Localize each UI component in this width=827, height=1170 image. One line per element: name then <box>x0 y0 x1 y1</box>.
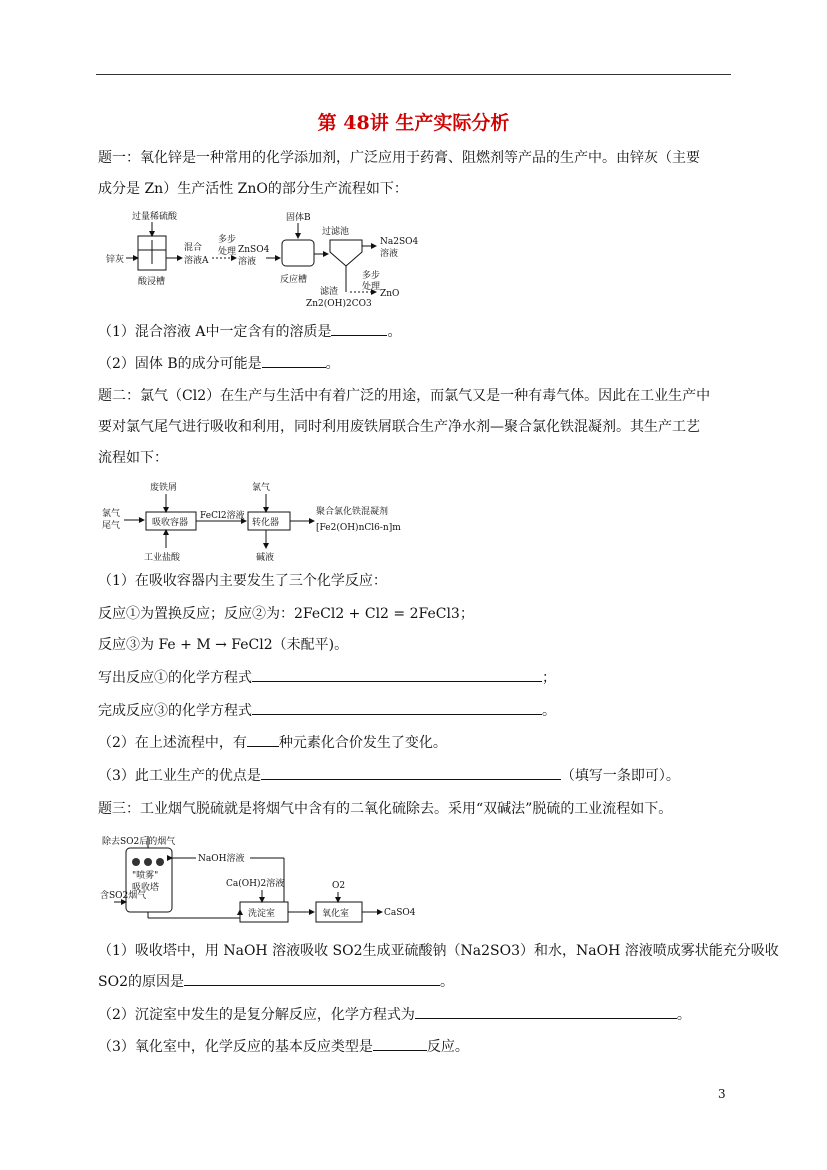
svg-text:多步: 多步 <box>218 235 237 245</box>
q2-sentence-2: 反应①为置换反应；反应②为：2FeCl2 + Cl2 = 2FeCl3； <box>98 606 474 622</box>
q2-intro-line3: 流程如下： <box>98 450 168 466</box>
answer-blank[interactable] <box>262 353 326 368</box>
svg-text:处理: 处理 <box>218 247 237 257</box>
svg-text:O2: O2 <box>332 881 346 891</box>
q3-intro: 题三：工业烟气脱硫就是将烟气中含有的二氧化硫除去。采用“双碱法”脱硫的工业流程如下。 <box>98 801 673 817</box>
answer-blank[interactable] <box>252 667 542 682</box>
q1-flow-diagram <box>100 206 430 312</box>
svg-text:"喷雾": "喷雾" <box>132 871 159 881</box>
q2-question-3: （3）此工业生产的优点是 （填写一条即可）。 <box>98 762 732 791</box>
q2-question-1b: 完成反应③的化学方程式 。 <box>98 697 732 726</box>
svg-text:多步: 多步 <box>362 271 381 281</box>
svg-text:Na2SO4: Na2SO4 <box>380 237 419 247</box>
q2-flow-diagram <box>100 478 430 568</box>
q1-intro-line2: 成分是 Zn）生产活性 ZnO的部分生产流程如下： <box>98 181 408 197</box>
page-title: 第 48讲 生产实际分析 <box>317 112 510 134</box>
svg-text:吸收塔: 吸收塔 <box>132 883 160 893</box>
svg-text:碱液: 碱液 <box>256 553 275 563</box>
q2-intro-line2: 要对氯气尾气进行吸收和利用，同时利用废铁屑联合生产净水剂—聚合氯化铁混凝剂。其生产工艺 <box>98 419 700 435</box>
q2-question-1a: 写出反应①的化学方程式 ； <box>98 664 732 693</box>
answer-blank[interactable] <box>247 732 279 747</box>
svg-text:除去SO2后的烟气: 除去SO2后的烟气 <box>102 837 176 847</box>
svg-text:废铁屑: 废铁屑 <box>150 483 178 493</box>
q3-question-1a: （1）吸收塔中，用 NaOH 溶液吸收 SO2生成亚硫酸钠（Na2SO3）和水，NaOH 溶液喷成雾状能充分吸收 <box>98 943 779 959</box>
svg-text:反应槽: 反应槽 <box>280 275 308 285</box>
acid-label: 过量稀硫酸 <box>132 212 178 222</box>
svg-text:滤渣: 滤渣 <box>320 287 339 297</box>
q2-question-2: （2）在上述流程中，有 种元素化合价发生了变化。 <box>98 729 732 758</box>
reaction-tank <box>282 240 314 266</box>
svg-text:溶液: 溶液 <box>238 257 257 267</box>
svg-text:CaSO4: CaSO4 <box>384 908 416 918</box>
svg-text:氧化室: 氧化室 <box>322 909 350 919</box>
svg-text:FeCl2溶液: FeCl2溶液 <box>200 511 245 521</box>
svg-text:溶液A: 溶液A <box>184 256 209 266</box>
q3-flow-diagram <box>100 832 420 928</box>
q2-sentence-1: （1）在吸收容器内主要发生了三个化学反应： <box>98 573 387 589</box>
svg-text:ZnSO4: ZnSO4 <box>238 245 270 255</box>
answer-blank[interactable] <box>331 321 387 336</box>
q2-intro-line1: 题二：氯气（Cl2）在生产与生活中有着广泛的用途，而氯气又是一种有毒气体。因此在工业生产中 <box>98 388 711 404</box>
q1-question-2: （2）固体 B的成分可能是 。 <box>98 350 732 379</box>
svg-text:转化器: 转化器 <box>252 518 280 528</box>
svg-text:过滤池: 过滤池 <box>322 227 350 237</box>
svg-text:聚合氯化铁混凝剂: 聚合氯化铁混凝剂 <box>316 507 389 517</box>
feed-label: 锌灰 <box>106 255 125 265</box>
svg-text:氯气: 氯气 <box>102 509 121 519</box>
header-rule <box>96 74 731 75</box>
svg-text:Ca(OH)2溶液: Ca(OH)2溶液 <box>226 879 285 889</box>
svg-text:[Fe2(OH)nCl6-n]m: [Fe2(OH)nCl6-n]m <box>316 523 401 533</box>
answer-blank[interactable] <box>252 700 542 715</box>
q2-sentence-3: 反应③为 Fe + M → FeCl2（未配平)。 <box>98 637 349 653</box>
q1-question-1: （1）混合溶液 A中一定含有的溶质是 。 <box>98 318 732 347</box>
q1-intro-line1: 题一：氧化锌是一种常用的化学添加剂，广泛应用于药膏、阻燃剂等产品的生产中。由锌灰（主要 <box>98 150 700 166</box>
svg-text:NaOH溶液: NaOH溶液 <box>198 854 245 864</box>
svg-text:处理: 处理 <box>362 282 381 292</box>
svg-text:混合: 混合 <box>184 243 203 253</box>
answer-blank[interactable] <box>184 971 440 986</box>
tank1-label: 酸浸槽 <box>138 277 166 287</box>
svg-text:洗淀室: 洗淀室 <box>248 909 276 919</box>
filter-tank <box>330 240 362 266</box>
q3-question-2: （2）沉淀室中发生的是复分解反应，化学方程式为 。 <box>98 1001 732 1030</box>
answer-blank[interactable] <box>373 1036 427 1051</box>
svg-text:ZnO: ZnO <box>380 289 400 299</box>
page-number: 3 <box>718 1087 726 1101</box>
svg-text:含SO2烟气: 含SO2烟气 <box>100 891 147 901</box>
answer-blank[interactable] <box>261 765 561 780</box>
svg-text:尾气: 尾气 <box>102 521 121 531</box>
q3-question-1b: SO2的原因是 。 <box>98 968 732 997</box>
svg-text:Zn2(OH)2CO3: Zn2(OH)2CO3 <box>306 299 372 309</box>
q3-question-3: （3）氧化室中，化学反应的基本反应类型是 反应。 <box>98 1033 732 1062</box>
svg-text:工业盐酸: 工业盐酸 <box>144 553 181 563</box>
svg-text:吸收容器: 吸收容器 <box>152 518 189 528</box>
svg-text:氯气: 氯气 <box>252 483 271 493</box>
svg-text:溶液: 溶液 <box>380 249 399 259</box>
svg-text:固体B: 固体B <box>286 213 311 223</box>
answer-blank[interactable] <box>415 1004 677 1019</box>
